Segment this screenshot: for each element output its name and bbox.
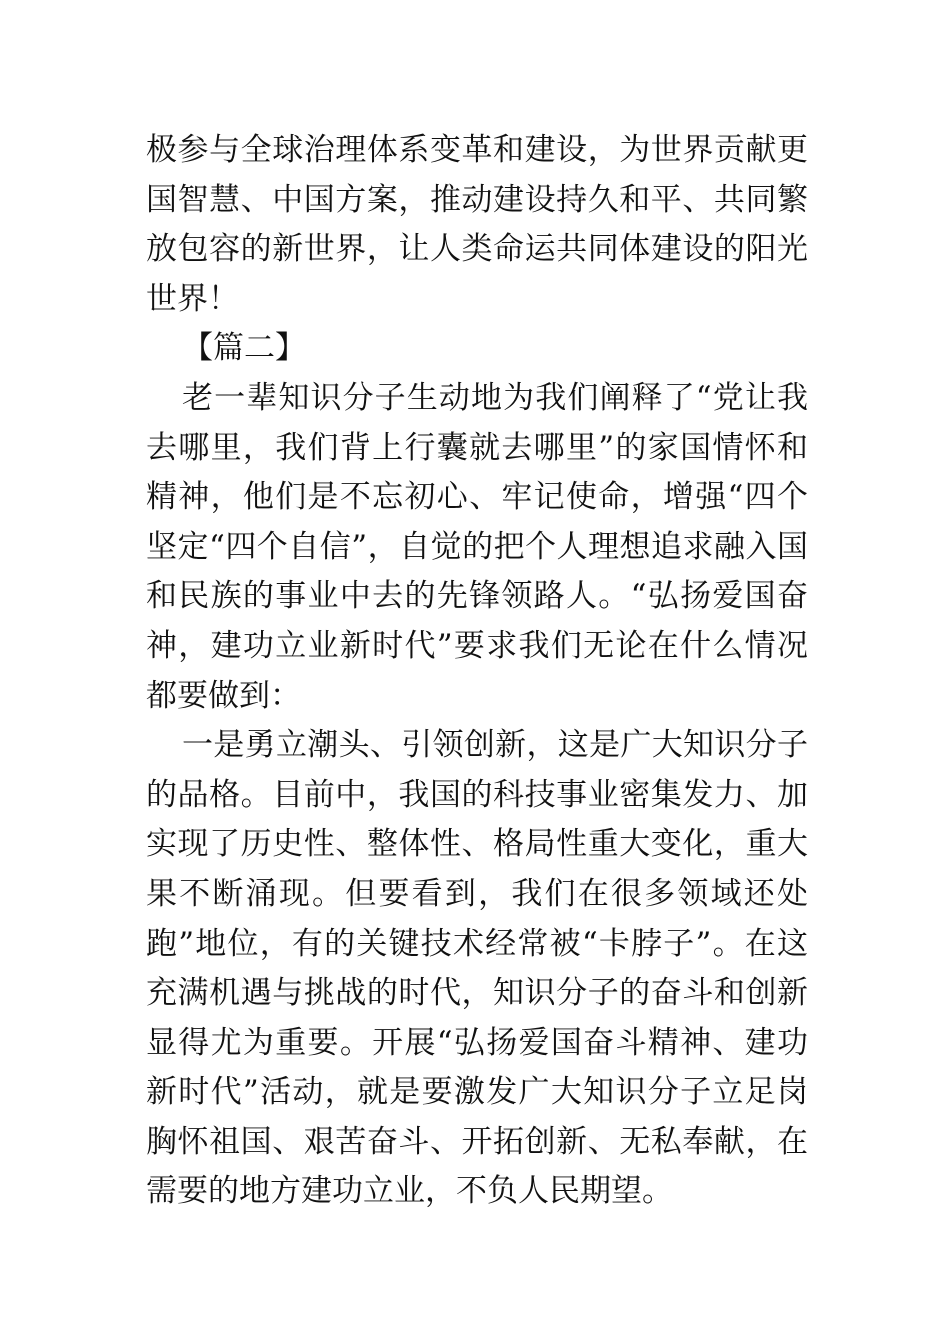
text-line: 和民族的事业中去的先锋领路人。“弘扬爱国奋 bbox=[146, 578, 808, 615]
text-line: 一是勇立潮头、引领创新，这是广大知识分子 bbox=[182, 727, 808, 764]
text-line: 都要做到： bbox=[146, 677, 301, 714]
text-line: 极参与全球治理体系变革和建设，为世界贡献更 bbox=[146, 132, 808, 168]
text-line: 老一辈知识分子生动地为我们阐释了“党让我 bbox=[182, 379, 808, 416]
text-line: 放包容的新世界，让人类命运共同体建设的阳光 bbox=[146, 231, 808, 268]
text-line: 坚定“四个自信”，自觉的把个人理想追求融入国 bbox=[146, 528, 808, 565]
text-line: 神，建功立业新时代”要求我们无论在什么情况 bbox=[146, 627, 808, 664]
text-line: 胸怀祖国、艰苦奋斗、开拓创新、无私奉献，在 bbox=[146, 1123, 808, 1160]
text-line: 新时代”活动，就是要激发广大知识分子立足岗 bbox=[146, 1074, 808, 1111]
text-line: 充满机遇与挑战的时代，知识分子的奋斗和创新 bbox=[146, 975, 808, 1012]
section-heading: 【篇二】 bbox=[182, 330, 306, 367]
text-line: 去哪里，我们背上行囊就去哪里”的家国情怀和 bbox=[146, 429, 808, 466]
text-line: 跑”地位，有的关键技术经常被“卡脖子”。在这 bbox=[146, 925, 808, 962]
text-line: 显得尤为重要。开展“弘扬爱国奋斗精神、建功 bbox=[146, 1024, 808, 1061]
document-body bbox=[146, 126, 808, 1217]
text-line: 实现了历史性、整体性、格局性重大变化，重大 bbox=[146, 826, 808, 863]
text-line: 果不断涌现。但要看到，我们在很多领域还处 bbox=[146, 875, 808, 912]
text-line: 的品格。目前中，我国的科技事业密集发力、加 bbox=[146, 776, 808, 813]
text-line: 需要的地方建功立业，不负人民期望。 bbox=[146, 1173, 673, 1210]
text-line: 精神，他们是不忘初心、牢记使命，增强“四个 bbox=[146, 479, 808, 516]
text-line: 国智慧、中国方案，推动建设持久和平、共同繁 bbox=[146, 181, 808, 218]
text-line: 世界！ bbox=[146, 280, 239, 317]
